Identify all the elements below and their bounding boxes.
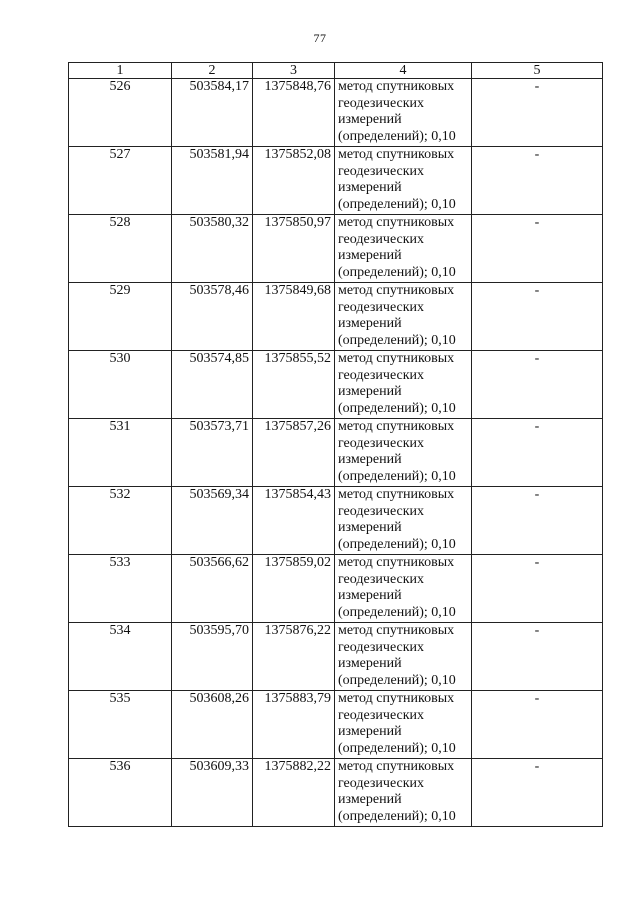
note: -: [472, 759, 603, 827]
table-row: [69, 215, 603, 283]
coordinate-y: 1375876,22: [253, 623, 335, 691]
coordinate-y: 1375850,97: [253, 215, 335, 283]
table-row: [69, 759, 603, 827]
method-accuracy: метод спутниковых геодезических измерений (определений); 0,10: [335, 759, 472, 827]
table-row: [69, 691, 603, 759]
coordinate-y: 1375883,79: [253, 691, 335, 759]
method-accuracy: метод спутниковых геодезических измерений (определений); 0,10: [335, 215, 472, 283]
table-row: [69, 79, 603, 147]
point-number: 535: [69, 691, 172, 759]
coordinate-x: 503581,94: [172, 147, 253, 215]
column-header-4: 4: [335, 63, 472, 79]
table-row: [69, 419, 603, 487]
coordinate-x: 503566,62: [172, 555, 253, 623]
table-row: [69, 351, 603, 419]
note: -: [472, 487, 603, 555]
point-number: 534: [69, 623, 172, 691]
coordinate-x: 503584,17: [172, 79, 253, 147]
point-number: 527: [69, 147, 172, 215]
table-header-row: [69, 63, 603, 79]
note: -: [472, 419, 603, 487]
coordinate-x: 503609,33: [172, 759, 253, 827]
note: -: [472, 555, 603, 623]
method-accuracy: метод спутниковых геодезических измерений (определений); 0,10: [335, 147, 472, 215]
method-accuracy: метод спутниковых геодезических измерений (определений); 0,10: [335, 487, 472, 555]
method-accuracy: метод спутниковых геодезических измерений (определений); 0,10: [335, 419, 472, 487]
table-row: [69, 487, 603, 555]
point-number: 526: [69, 79, 172, 147]
coordinate-y: 1375849,68: [253, 283, 335, 351]
point-number: 533: [69, 555, 172, 623]
method-accuracy: метод спутниковых геодезических измерений (определений); 0,10: [335, 691, 472, 759]
table-body: [69, 79, 603, 827]
coordinate-x: 503578,46: [172, 283, 253, 351]
table-row: [69, 283, 603, 351]
table-row: [69, 555, 603, 623]
method-accuracy: метод спутниковых геодезических измерений (определений); 0,10: [335, 555, 472, 623]
point-number: 531: [69, 419, 172, 487]
note: -: [472, 623, 603, 691]
coordinate-y: 1375848,76: [253, 79, 335, 147]
method-accuracy: метод спутниковых геодезических измерений (определений); 0,10: [335, 79, 472, 147]
coordinate-x: 503595,70: [172, 623, 253, 691]
column-header-5: 5: [472, 63, 603, 79]
note: -: [472, 691, 603, 759]
coordinate-x: 503569,34: [172, 487, 253, 555]
note: -: [472, 215, 603, 283]
method-accuracy: метод спутниковых геодезических измерений (определений); 0,10: [335, 283, 472, 351]
table-row: [69, 623, 603, 691]
method-accuracy: метод спутниковых геодезических измерений (определений); 0,10: [335, 351, 472, 419]
coordinate-x: 503608,26: [172, 691, 253, 759]
note: -: [472, 147, 603, 215]
column-header-3: 3: [253, 63, 335, 79]
column-header-2: 2: [172, 63, 253, 79]
point-number: 532: [69, 487, 172, 555]
coordinate-y: 1375852,08: [253, 147, 335, 215]
coordinate-y: 1375855,52: [253, 351, 335, 419]
coordinate-x: 503580,32: [172, 215, 253, 283]
table-row: [69, 147, 603, 215]
coordinate-y: 1375859,02: [253, 555, 335, 623]
note: -: [472, 351, 603, 419]
note: -: [472, 79, 603, 147]
coordinate-x: 503573,71: [172, 419, 253, 487]
note: -: [472, 283, 603, 351]
coordinate-y: 1375857,26: [253, 419, 335, 487]
page-number: 77: [313, 31, 327, 45]
coordinates-table: [68, 62, 603, 827]
point-number: 536: [69, 759, 172, 827]
column-header-1: 1: [69, 63, 172, 79]
coordinate-y: 1375882,22: [253, 759, 335, 827]
point-number: 530: [69, 351, 172, 419]
point-number: 528: [69, 215, 172, 283]
method-accuracy: метод спутниковых геодезических измерений (определений); 0,10: [335, 623, 472, 691]
point-number: 529: [69, 283, 172, 351]
coordinate-x: 503574,85: [172, 351, 253, 419]
coordinate-y: 1375854,43: [253, 487, 335, 555]
